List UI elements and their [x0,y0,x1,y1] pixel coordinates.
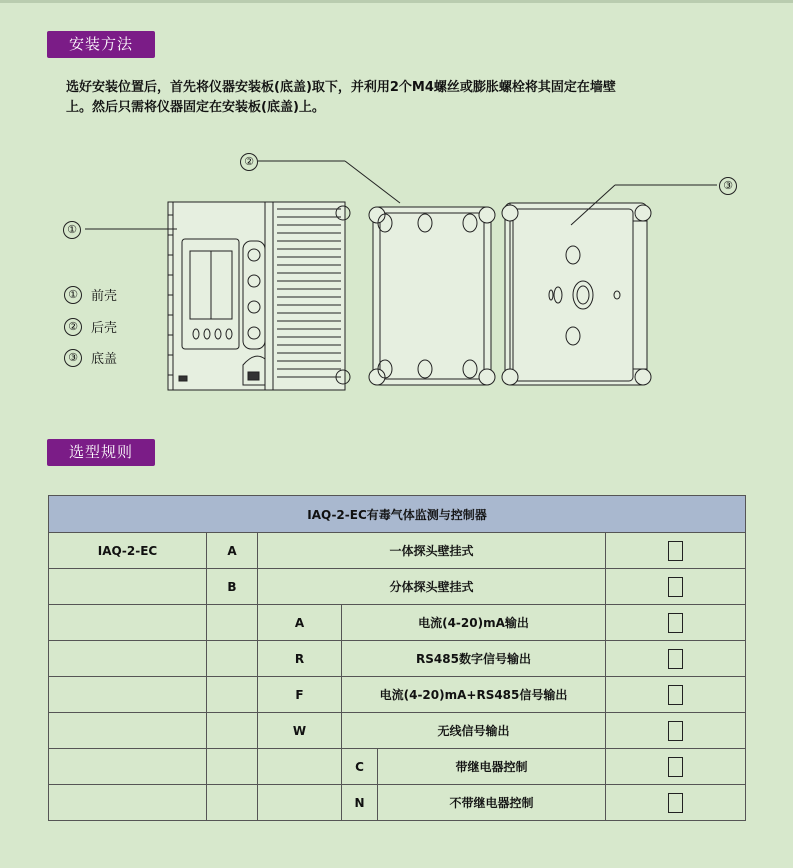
code-cell: N [342,785,378,821]
table-row [49,533,746,569]
model-cell [49,569,207,605]
option-checkbox[interactable] [606,533,746,569]
instruction-line-1: 选好安装位置后，首先将仪器安装板(底盖)取下，并利用2个M4螺丝或膨胀螺栓将其固定在墙壁 [66,80,616,95]
option-checkbox[interactable] [606,749,746,785]
legend-item-bottom-cover [64,348,117,367]
checkbox-icon [668,685,683,705]
checkbox-icon [668,721,683,741]
table-row [49,605,746,641]
legend-label: 后壳 [91,321,118,336]
front-shell-drawing [168,202,350,390]
option-checkbox[interactable] [606,641,746,677]
checkbox-icon [668,757,683,777]
option-description: 分体探头壁挂式 [258,569,606,605]
bottom-cover-drawing [502,203,651,385]
option-description: 带继电器控制 [378,749,606,785]
option-description: 不带继电器控制 [378,785,606,821]
legend-number: ① [64,286,82,304]
option-checkbox[interactable] [606,677,746,713]
code-cell: A [258,605,342,641]
option-checkbox[interactable] [606,605,746,641]
installation-diagram [55,145,755,405]
callout-1: ① [63,221,81,239]
model-cell: IAQ-2-EC [49,533,207,569]
option-checkbox[interactable] [606,785,746,821]
legend-item-front-shell [64,285,117,304]
option-description: 电流(4-20)mA输出 [342,605,606,641]
option-description: 无线信号输出 [342,713,606,749]
callout-3: ③ [719,177,737,195]
instruction-line-2: 上。然后只需将仪器固定在安装板(底盖)上。 [66,100,325,115]
table-row [49,677,746,713]
legend-number: ② [64,318,82,336]
section-title-install: 安装方法 [47,31,155,58]
checkbox-icon [668,793,683,813]
table-header-row [49,496,746,533]
checkbox-icon [668,541,683,561]
legend-number: ③ [64,349,82,367]
code-cell: C [342,749,378,785]
code-cell: B [207,569,258,605]
checkbox-icon [668,577,683,597]
section-title-selection: 选型规则 [47,439,155,466]
install-instructions [66,78,746,118]
option-checkbox[interactable] [606,569,746,605]
option-description: RS485数字信号输出 [342,641,606,677]
selection-table [48,495,746,821]
back-shell-drawing [369,207,495,385]
option-checkbox[interactable] [606,713,746,749]
table-row [49,713,746,749]
legend-label: 前壳 [91,289,118,304]
code-cell: F [258,677,342,713]
checkbox-icon [668,649,683,669]
code-cell: R [258,641,342,677]
top-divider [0,0,793,3]
option-description: 电流(4-20)mA+RS485信号输出 [342,677,606,713]
callout-2: ② [240,153,258,171]
option-description: 一体探头壁挂式 [258,533,606,569]
table-row [49,569,746,605]
table-row [49,785,746,821]
code-cell: W [258,713,342,749]
legend-item-back-shell [64,317,117,336]
table-row [49,749,746,785]
table-row [49,641,746,677]
code-cell: A [207,533,258,569]
checkbox-icon [668,613,683,633]
legend-label: 底盖 [91,352,118,367]
table-title: IAQ-2-EC有毒气体监测与控制器 [49,496,746,533]
